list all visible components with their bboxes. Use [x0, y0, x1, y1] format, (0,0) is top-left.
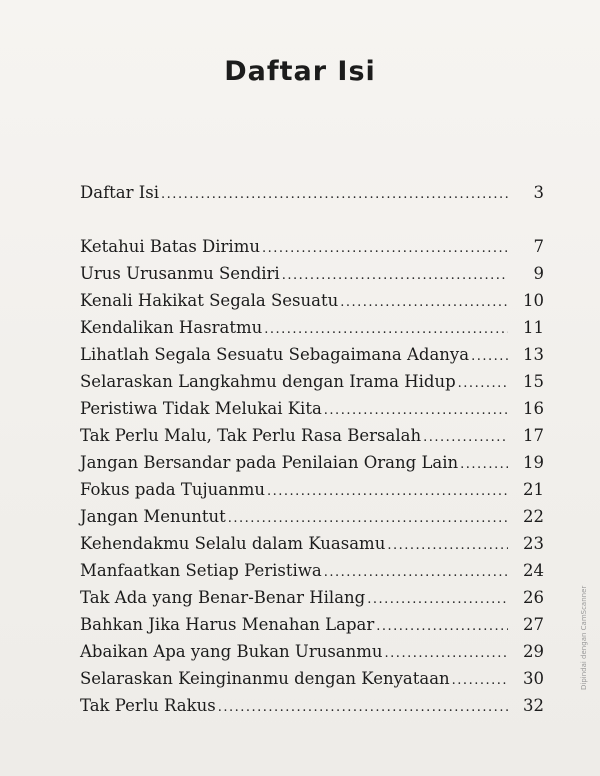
toc-entry-page: 16: [523, 399, 544, 418]
toc-entry-title: Jangan Bersandar pada Penilaian Orang Lain: [80, 453, 459, 472]
toc-entry: [80, 666, 544, 692]
toc-entry-title: Selaraskan Keinginanmu dengan Kenyataan: [80, 669, 450, 688]
toc-entry-title: Tak Ada yang Benar-Benar Hilang: [80, 588, 366, 607]
dot-leader: [161, 182, 508, 208]
page-title: Daftar Isi: [224, 56, 376, 87]
toc-entry-title: Abaikan Apa yang Bukan Urusanmu: [80, 642, 383, 661]
dot-leader: [423, 425, 508, 451]
toc-entry-page: 15: [523, 372, 544, 391]
toc-entry-page: 22: [523, 507, 544, 526]
dot-leader: [340, 290, 508, 316]
toc-entry-title: Kendalikan Hasratmu: [80, 318, 263, 337]
toc-entry-page: 11: [523, 318, 544, 337]
toc-entry-page: 7: [533, 237, 544, 256]
toc-entry-page: 21: [523, 480, 544, 499]
toc-entry-title: Ketahui Batas Dirimu: [80, 237, 260, 256]
toc-entry-page: 23: [523, 534, 544, 553]
dot-leader: [367, 587, 508, 613]
toc-entry-title: Manfaatkan Setiap Peristiwa: [80, 561, 322, 580]
toc-entry: [80, 693, 544, 719]
toc-entry-title: Selaraskan Langkahmu dengan Irama Hidup: [80, 372, 456, 391]
dot-leader: [262, 236, 508, 262]
toc-entry-page: 13: [523, 345, 544, 364]
toc-entry: [80, 612, 544, 638]
dot-leader: [267, 479, 508, 505]
toc-entry: [80, 342, 544, 368]
toc-entry-page: 24: [523, 561, 544, 580]
toc-entry: [80, 639, 544, 665]
toc-entry-title: Kenali Hakikat Segala Sesuatu: [80, 291, 339, 310]
dot-leader: [264, 317, 508, 343]
toc-entry: [80, 450, 544, 476]
toc-entry-title: Kehendakmu Selalu dalam Kuasamu: [80, 534, 386, 553]
toc-entry-title: Jangan Menuntut: [80, 507, 226, 526]
toc-entry-page: 19: [523, 453, 544, 472]
dot-leader: [458, 371, 508, 397]
toc-entry-page: 3: [533, 183, 544, 202]
toc-entry-page: 29: [523, 642, 544, 661]
toc-entry: [80, 423, 544, 449]
toc-entry: [80, 315, 544, 341]
toc-entry: [80, 288, 544, 314]
toc-entry-title: Fokus pada Tujuanmu: [80, 480, 265, 499]
toc-entry: [80, 261, 544, 287]
toc-entry-title: Daftar Isi: [80, 183, 160, 202]
dot-leader: [387, 533, 508, 559]
toc-entry: [80, 234, 544, 260]
scanner-watermark: Dipindai dengan CamScanner: [580, 585, 588, 690]
dot-leader: [282, 263, 508, 289]
toc-entry: [80, 396, 544, 422]
toc-entry-title: Lihatlah Segala Sesuatu Sebagaimana Adanya: [80, 345, 470, 364]
toc-entry-page: 10: [523, 291, 544, 310]
toc-entry: [80, 504, 544, 530]
toc-entry: [80, 558, 544, 584]
toc-entry: [80, 477, 544, 503]
toc-entry-page: 27: [523, 615, 544, 634]
dot-leader: [452, 668, 508, 694]
toc-entry-title: Tak Perlu Malu, Tak Perlu Rasa Bersalah: [80, 426, 422, 445]
toc-entry-page: 17: [523, 426, 544, 445]
dot-leader: [376, 614, 508, 640]
toc-entry-title: Urus Urusanmu Sendiri: [80, 264, 280, 283]
dot-leader: [324, 560, 508, 586]
toc-entry-page: 26: [523, 588, 544, 607]
dot-leader: [228, 506, 508, 532]
toc-entry: [80, 180, 544, 206]
dot-leader: [218, 695, 508, 721]
dot-leader: [385, 641, 508, 667]
toc-entry-page: 32: [523, 696, 544, 715]
toc-entry: [80, 531, 544, 557]
dot-leader: [460, 452, 508, 478]
toc-entry-title: Peristiwa Tidak Melukai Kita: [80, 399, 322, 418]
toc-entry: [80, 585, 544, 611]
toc-entry-page: 9: [533, 264, 544, 283]
toc-entry-title: Tak Perlu Rakus: [80, 696, 216, 715]
toc-entry-page: 30: [523, 669, 544, 688]
toc-entry-title: Bahkan Jika Harus Menahan Lapar: [80, 615, 375, 634]
toc-entry: [80, 369, 544, 395]
dot-leader: [324, 398, 508, 424]
dot-leader: [471, 344, 508, 370]
